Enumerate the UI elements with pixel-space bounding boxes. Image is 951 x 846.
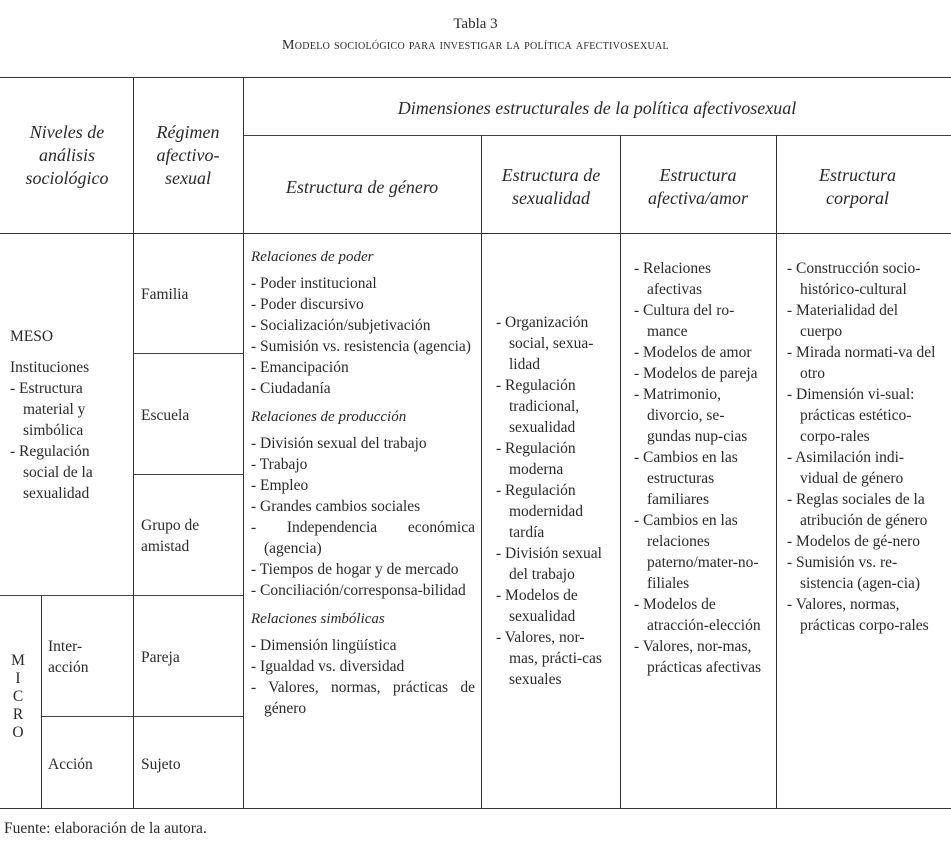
list-item: - Igualdad vs. diversidad — [251, 658, 405, 675]
list-item: - Valores, normas, prácticas de género — [251, 679, 475, 717]
meso-micro-rule — [0, 595, 243, 596]
list-item: - Ciudadanía — [251, 380, 331, 397]
row-rule-4 — [41, 716, 243, 717]
meso-institutions: Instituciones — [10, 359, 90, 376]
affective-structure-cell — [634, 258, 764, 678]
list-item: - Modelos de pareja — [634, 365, 758, 382]
header-affective: Estructura afectiva/amor — [648, 165, 748, 208]
header-sexuality: Estructura de sexualidad — [501, 165, 601, 208]
table-top-rule — [0, 77, 951, 78]
regime-family: Familia — [141, 286, 189, 303]
list-item: - Independencia económica (agencia) — [251, 519, 475, 557]
meso-item: - Estructura material y simbólica — [10, 380, 86, 439]
micro-label: M I C R O — [11, 652, 25, 741]
list-item: - Mirada normati-va del otro — [787, 344, 936, 382]
table-number: Tabla 3 — [453, 16, 498, 32]
meso-label: MESO — [10, 328, 54, 345]
list-item: - Modelos de atracción-elección — [634, 596, 761, 634]
header-levels: Niveles de análisis sociológico — [25, 122, 109, 188]
list-item: - Regulación modernidad tardía — [496, 482, 584, 541]
production-relations-title: Relaciones de producción — [251, 409, 407, 425]
list-item: - Cambios en las estructuras familiares — [634, 449, 738, 508]
list-item: - Conciliación/corresponsa-bilidad — [251, 582, 466, 599]
sexuality-structure-cell — [496, 312, 612, 690]
table-title: Modelo sociológico para investigar la política afectivosexual — [282, 38, 669, 53]
col-rule-regime — [133, 77, 134, 808]
list-item: - Socialización/subjetivación — [251, 317, 431, 334]
list-item: - Trabajo — [251, 456, 308, 473]
list-item: - Valores, nor-mas, prácticas afectivas — [634, 638, 762, 676]
source-note: Fuente: elaboración de la autora. — [4, 820, 207, 837]
regime-subject: Sujeto — [141, 756, 181, 773]
list-item: - Tiempos de hogar y de mercado — [251, 561, 459, 578]
gender-structure-cell — [251, 247, 475, 719]
list-item: - Organización social, sexua-lidad — [496, 314, 594, 373]
header-gender: Estructura de género — [285, 177, 439, 197]
list-item: - Cultura del ro-mance — [634, 302, 735, 340]
list-item: - Emancipación — [251, 359, 349, 376]
list-item: - Dimensión vi-sual: prácticas estético-corpo-rales — [787, 386, 915, 445]
list-item: - Regulación moderna — [496, 440, 576, 478]
list-item: - Poder discursivo — [251, 296, 364, 313]
list-item: - Materialidad del cuerpo — [787, 302, 899, 340]
list-item: - División sexual del trabajo — [251, 435, 427, 452]
micro-action-label: Acción — [48, 756, 93, 773]
row-rule-2 — [133, 474, 243, 475]
col-rule-micro — [41, 595, 42, 808]
list-item: - Modelos de amor — [634, 344, 752, 361]
header-regime: Régimen afectivo-sexual — [156, 122, 220, 188]
col-rule-sexuality — [481, 135, 482, 808]
list-item: - Valores, normas, prácticas corpo-rales — [787, 596, 929, 634]
list-item: - Asimilación indi-vidual de género — [787, 449, 905, 487]
body-structure-cell — [787, 258, 939, 636]
list-item: - Construcción socio-histórico-cultural — [787, 260, 921, 298]
table-bottom-rule — [0, 808, 951, 809]
list-item: - Sumisión vs. re-sistencia (agen-cia) — [787, 554, 921, 592]
micro-interaction-label: Inter-acción — [48, 638, 89, 676]
header-bottom-rule — [0, 233, 951, 234]
list-item: - Dimensión lingüística — [251, 637, 397, 654]
header-dimensions: Dimensiones estructurales de la política afectivosexual — [397, 98, 797, 118]
list-item: - Relaciones afectivas — [634, 260, 712, 298]
list-item: - Cambios en las relaciones paterno/mater-no-filiales — [634, 512, 759, 592]
dimensions-rule — [243, 135, 951, 136]
meso-items — [10, 378, 122, 504]
list-item: - Poder institucional — [251, 275, 377, 292]
col-rule-affective — [620, 135, 621, 808]
col-rule-body — [776, 135, 777, 808]
list-item: - Regulación tradicional, sexualidad — [496, 377, 580, 436]
regime-couple: Pareja — [141, 649, 180, 666]
list-item: - Sumisión vs. resistencia (agencia) — [251, 338, 471, 355]
meso-item: - Regulación social de la sexualidad — [10, 443, 93, 502]
list-item: - Grandes cambios sociales — [251, 498, 421, 515]
list-item: - Modelos de gé-nero — [787, 533, 920, 550]
header-body: Estructura corporal — [818, 165, 896, 208]
symbolic-relations-title: Relaciones simbólicas — [251, 611, 385, 627]
list-item: - Valores, nor-mas, prácti-cas sexuales — [496, 629, 602, 688]
regime-friends: Grupo de amistad — [141, 517, 200, 555]
list-item: - Matrimonio, divorcio, se-gundas nup-cias — [634, 386, 748, 445]
regime-school: Escuela — [141, 407, 190, 424]
list-item: - Modelos de sexualidad — [496, 587, 578, 625]
list-item: - Reglas sociales de la atribución de género — [787, 491, 928, 529]
list-item: - Empleo — [251, 477, 309, 494]
power-relations-title: Relaciones de poder — [251, 249, 374, 265]
list-item: - División sexual del trabajo — [496, 545, 602, 583]
row-rule-1 — [133, 353, 243, 354]
